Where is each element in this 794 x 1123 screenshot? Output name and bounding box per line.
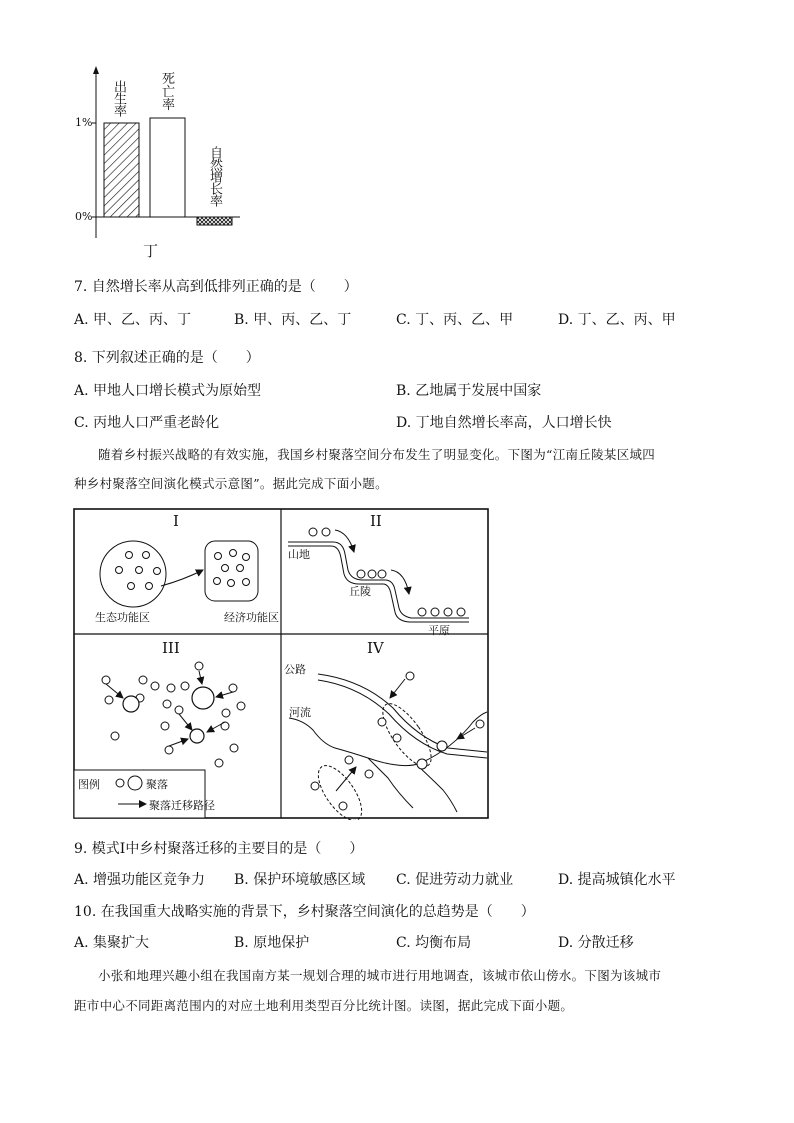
bar-death-rate (150, 118, 185, 217)
bar-natural-growth (197, 217, 232, 225)
label-death-rate: 死亡率 (161, 72, 174, 113)
q10-option-d[interactable]: D. 分散迁移 (558, 935, 634, 951)
q10-option-b[interactable]: B. 原地保护 (234, 935, 310, 951)
panel-2-mountain-label: 山地 (288, 548, 310, 561)
q9-option-a[interactable]: A. 增强功能区竞争力 (74, 872, 206, 888)
q9-stem: 9. 模式Ⅰ中乡村聚落迁移的主要目的是（ ） (74, 841, 364, 857)
q8-option-a[interactable]: A. 甲地人口增长模式为原始型 (74, 383, 262, 399)
panel-2-title: II (370, 512, 382, 530)
intro2-line1: 小张和地理兴趣小组在我国南方某一规划合理的城市进行用地调查，该城市依山傍水。下图为该城市 (98, 968, 662, 983)
q9-option-b[interactable]: B. 保护环境敏感区域 (234, 872, 366, 888)
panel-1-eco-label: 生态功能区 (95, 611, 150, 624)
chart-place-label: 丁 (143, 242, 159, 260)
q8-option-d[interactable]: D. 丁地自然增长率高，人口增长快 (396, 415, 612, 431)
legend-path-label: 聚落迁移路径 (149, 799, 215, 812)
panel-1-title: I (173, 512, 179, 530)
q10-option-c[interactable]: C. 均衡布局 (396, 935, 472, 951)
q9-option-d[interactable]: D. 提高城镇化水平 (558, 872, 676, 888)
bar-birth-rate (104, 123, 139, 217)
tick-1-percent: 1% (75, 116, 93, 129)
tick-0-percent: 0% (75, 210, 93, 223)
q8-option-c[interactable]: C. 丙地人口严重老龄化 (74, 415, 220, 431)
legend-title: 图例 (78, 778, 100, 791)
label-birth-rate: 出生率 (111, 80, 126, 116)
q7-stem: 7. 自然增长率从高到低排列正确的是（ ） (74, 279, 358, 295)
panel-2-plain-label: 平原 (428, 624, 450, 637)
q7-option-c[interactable]: C. 丁、丙、乙、甲 (396, 312, 514, 328)
intro2-line2: 距市中心不同距离范围内的对应土地利用类型百分比统计图。读图，据此完成下面小题。 (74, 998, 574, 1013)
panel-4-title: IV (367, 639, 384, 657)
q7-option-d[interactable]: D. 丁、乙、丙、甲 (558, 312, 676, 328)
panel-1-econ-label: 经济功能区 (224, 611, 279, 624)
q7-option-a[interactable]: A. 甲、乙、丙、丁 (74, 312, 192, 328)
legend-settlement-label: 聚落 (146, 778, 168, 791)
q10-option-a[interactable]: A. 集聚扩大 (74, 935, 150, 951)
panel-2-hill-label: 丘陵 (349, 585, 371, 598)
q8-stem: 8. 下列叙述正确的是（ ） (74, 350, 260, 366)
intro1-line2: 种乡村聚落空间演化模式示意图”。据此完成下面小题。 (74, 476, 388, 491)
label-natural-growth: 自然增长率 (207, 146, 222, 206)
intro1-line1: 随着乡村振兴战略的有效实施，我国乡村聚落空间分布发生了明显变化。下图为“江南丘陵某区域四 (98, 447, 656, 462)
panel-3-title: III (162, 639, 180, 657)
q8-option-b[interactable]: B. 乙地属于发展中国家 (396, 383, 542, 399)
diagram-graphic (73, 508, 490, 820)
q7-option-b[interactable]: B. 甲、丙、乙、丁 (234, 312, 352, 328)
panel-4-river-label: 河流 (289, 706, 311, 719)
panel-4-road-label: 公路 (284, 663, 306, 676)
q10-stem: 10. 在我国重大战略实施的背景下，乡村聚落空间演化的总趋势是（ ） (74, 904, 535, 920)
q9-option-c[interactable]: C. 促进劳动力就业 (396, 872, 514, 888)
